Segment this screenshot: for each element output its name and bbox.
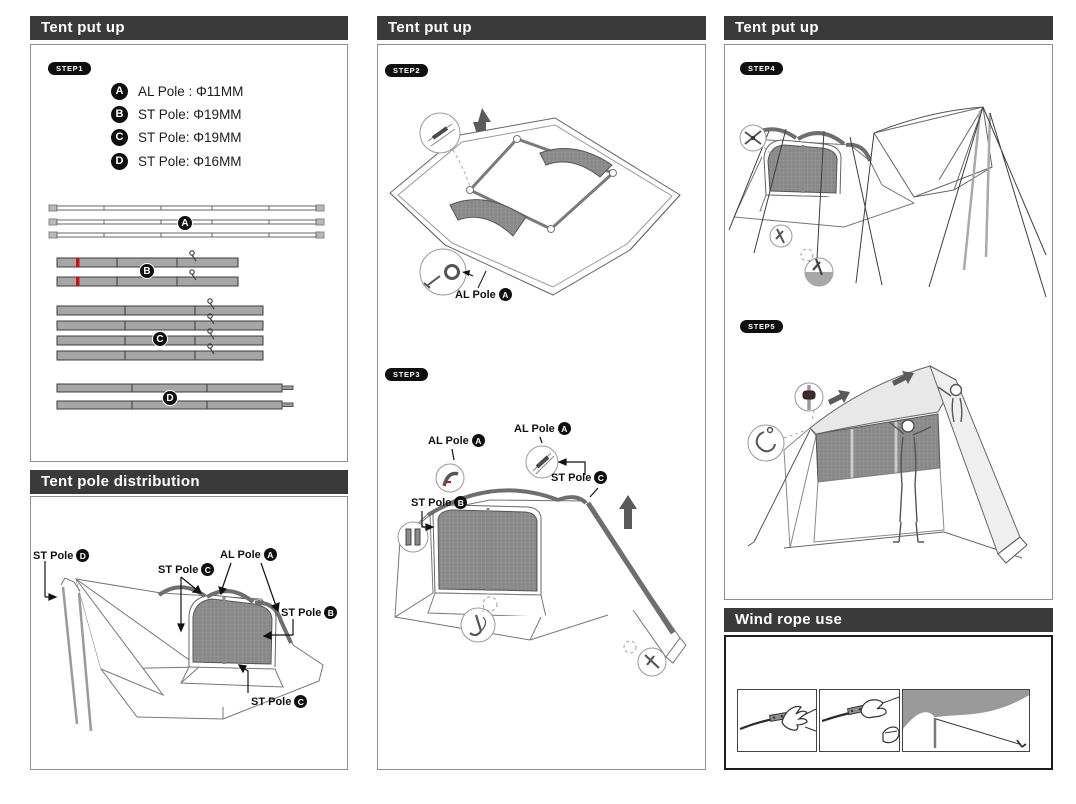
pole-label-text: AL Pole	[428, 434, 469, 447]
awning-structure	[874, 107, 992, 270]
pole-label-text: ST Pole	[281, 606, 322, 619]
pole-letter-badge: B	[454, 496, 467, 509]
pole-label-st-pole-c	[158, 563, 214, 576]
pole-letter-badge: A	[111, 83, 128, 100]
wind-rope-step-2	[820, 690, 900, 752]
pole-label-st-pole-b	[281, 606, 337, 619]
pole-label-text: ST Pole	[411, 496, 452, 509]
pole-letter-badge: B	[139, 263, 155, 279]
pole-label-text: AL Pole	[514, 422, 555, 435]
detail-circle-pole-tip-red	[436, 464, 464, 492]
pole-spec-row	[111, 128, 242, 146]
step3-illustration	[378, 355, 705, 767]
pole-letter-badge: C	[111, 129, 128, 146]
step2-badge: STEP2	[385, 64, 428, 77]
tent-body-linework	[395, 500, 686, 663]
section-header-pole-distribution: Tent pole distribution	[30, 470, 348, 494]
pole-spec-text: ST Pole: Φ16MM	[138, 153, 242, 169]
detail-circle-pole-clip	[795, 383, 823, 422]
detail-circle-stake	[770, 225, 792, 247]
pole-distribution-illustration	[31, 497, 347, 769]
pole-label-st-pole-b	[411, 496, 467, 509]
wind-rope-step-3	[903, 690, 1030, 752]
pole-label-text: ST Pole	[551, 471, 592, 484]
pole-label-st-pole-c-bottom	[251, 695, 307, 708]
pole-letter-badge: D	[111, 153, 128, 170]
section-header-tent-put-up-left: Tent put up	[30, 16, 348, 40]
pole-label-al-pole-a-1	[428, 434, 485, 447]
pole-letter-badge: C	[294, 695, 307, 708]
pole-letter-badge: D	[76, 549, 89, 562]
step1-badge: STEP1	[48, 62, 91, 75]
step2-illustration	[378, 45, 705, 325]
section-header-tent-put-up-middle: Tent put up	[377, 16, 706, 40]
pole-bars-illustration	[40, 200, 330, 415]
pole-letter-badge: B	[324, 606, 337, 619]
pole-letter-badge: D	[162, 390, 178, 406]
pole-spec-text: ST Pole: Φ19MM	[138, 129, 242, 145]
pole-letter-badge: A	[264, 548, 277, 561]
pole-spec-text: AL Pole : Φ11MM	[138, 83, 244, 99]
pole-label-text: ST Pole	[158, 563, 199, 576]
pole-label-al-pole-a	[220, 548, 277, 561]
section-header-wind-rope-use: Wind rope use	[724, 608, 1053, 632]
detail-circle-stake	[624, 641, 666, 676]
pole-spec-row	[111, 105, 242, 123]
pole-letter-badge: C	[201, 563, 214, 576]
pole-label-al-pole-a-step2	[455, 288, 512, 301]
pole-letter-badge: A	[499, 288, 512, 301]
pole-label-text: AL Pole	[455, 288, 496, 301]
step4-illustration	[724, 45, 1053, 325]
pole-spec-text: ST Pole: Φ19MM	[138, 106, 242, 122]
pole-label-text: ST Pole	[33, 549, 74, 562]
pole-letter-badge: A	[472, 434, 485, 447]
pole-letter-badge: C	[152, 331, 168, 347]
tent-and-tarp	[748, 366, 1027, 563]
step5-badge: STEP5	[740, 320, 783, 333]
step3-badge: STEP3	[385, 368, 428, 381]
pole-spec-row	[111, 152, 242, 170]
pole-letter-badge: B	[111, 106, 128, 123]
pole-label-st-pole-d	[33, 549, 89, 562]
pole-label-text: ST Pole	[251, 695, 292, 708]
pole-spec-row	[111, 82, 243, 100]
pole-letter-badge: A	[558, 422, 571, 435]
wind-rope-illustration	[724, 635, 1053, 770]
pole-label-st-pole-c	[551, 471, 607, 484]
pole-letter-badge: A	[177, 215, 193, 231]
pole-letter-badge: C	[594, 471, 607, 484]
pole-group-c	[57, 299, 263, 360]
pole-label-al-pole-a-2	[514, 422, 571, 435]
up-arrow	[619, 495, 637, 529]
wind-rope-step-1	[738, 690, 817, 752]
pole-label-text: AL Pole	[220, 548, 261, 561]
step4-badge: STEP4	[740, 62, 783, 75]
section-header-tent-put-up-right: Tent put up	[724, 16, 1053, 40]
step5-illustration	[724, 330, 1053, 596]
